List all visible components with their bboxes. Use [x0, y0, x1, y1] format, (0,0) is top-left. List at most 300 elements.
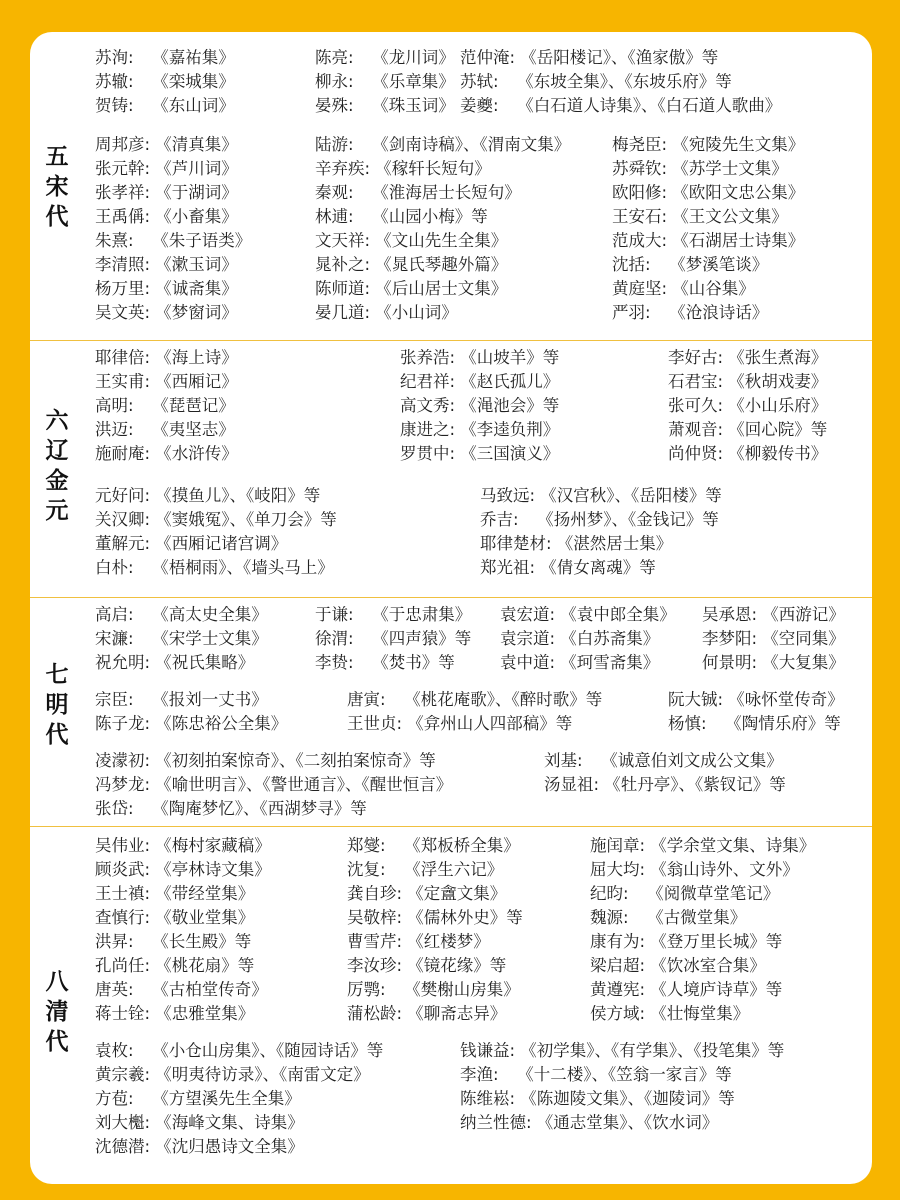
author-name: 黄庭坚: — [612, 279, 668, 298]
author-entry — [95, 906, 254, 930]
author-entry — [315, 301, 458, 325]
author-name: 苏辙: — [95, 72, 134, 91]
works-title: 《乐章集》 — [367, 72, 455, 91]
author-entry — [95, 442, 238, 466]
author-entry — [95, 205, 238, 229]
author-entry — [315, 205, 488, 229]
works-title: 《山园小梅》等 — [367, 207, 488, 226]
works-title: 《小山乐府》 — [723, 396, 828, 415]
dynasty-section — [30, 340, 872, 598]
works-title: 《王文公文集》 — [667, 207, 788, 226]
author-name: 孔尚任: — [95, 956, 151, 975]
author-name: 施耐庵: — [95, 444, 151, 463]
works-title: 《四声猿》等 — [367, 629, 472, 648]
works-title: 《李逵负荆》 — [455, 420, 560, 439]
works-title: 《古微堂集》 — [642, 908, 747, 927]
author-name: 秦观: — [315, 183, 354, 202]
author-name: 蒲松龄: — [347, 1004, 403, 1023]
author-name: 张孝祥: — [95, 183, 151, 202]
author-entry — [95, 651, 254, 675]
author-name: 范成大: — [612, 231, 668, 250]
author-entry — [95, 301, 238, 325]
works-title: 《赵氏孤儿》 — [455, 372, 560, 391]
works-title: 《樊榭山房集》 — [399, 980, 520, 999]
works-title: 《祝氏集略》 — [150, 653, 255, 672]
author-entry — [347, 688, 602, 712]
works-title: 《大复集》 — [757, 653, 845, 672]
works-title: 《夷坚志》 — [147, 420, 235, 439]
works-title: 《苏学士文集》 — [667, 159, 788, 178]
author-name: 康有为: — [590, 932, 646, 951]
works-title: 《咏怀堂传奇》 — [723, 690, 844, 709]
author-name: 梁启超: — [590, 956, 646, 975]
dynasty-label: 八 清 代 — [45, 969, 69, 1055]
author-entry — [460, 1039, 784, 1063]
works-title: 《朱子语类》 — [147, 231, 252, 250]
author-entry — [347, 712, 572, 736]
author-name: 苏洵: — [95, 48, 134, 67]
author-name: 曹雪芹: — [347, 932, 403, 951]
author-entry — [315, 181, 521, 205]
author-entry — [590, 858, 799, 882]
author-name: 吴伟业: — [95, 836, 151, 855]
author-name: 唐寅: — [347, 690, 386, 709]
author-name: 马致远: — [480, 486, 536, 505]
author-entry — [95, 484, 320, 508]
works-title: 《长生殿》等 — [147, 932, 252, 951]
author-entry — [95, 181, 238, 205]
author-entry — [400, 370, 559, 394]
author-entry — [347, 978, 520, 1002]
author-entry — [347, 858, 503, 882]
author-entry — [315, 253, 507, 277]
author-name: 苏轼: — [460, 72, 499, 91]
author-entry — [500, 603, 676, 627]
works-title: 《镜花缘》等 — [402, 956, 507, 975]
author-entry — [668, 418, 827, 442]
dynasty-section — [30, 32, 872, 340]
author-name: 刘基: — [544, 751, 583, 770]
author-entry — [480, 508, 719, 532]
works-title: 《宋学士文集》 — [147, 629, 268, 648]
author-entry — [460, 94, 781, 118]
works-title: 《古柏堂传奇》 — [147, 980, 268, 999]
author-name: 王安石: — [612, 207, 668, 226]
author-name: 乔吉: — [480, 510, 519, 529]
author-entry — [95, 978, 268, 1002]
author-entry — [590, 954, 766, 978]
works-title: 《人境庐诗草》等 — [645, 980, 783, 999]
author-entry — [668, 442, 827, 466]
author-name: 汤显祖: — [544, 775, 600, 794]
author-entry — [668, 688, 844, 712]
author-entry — [460, 46, 718, 70]
content-card — [30, 32, 872, 1184]
author-entry — [612, 181, 804, 205]
dynasty-label: 六 辽 金 元 — [45, 408, 69, 524]
works-title: 《柳毅传书》 — [723, 444, 828, 463]
author-name: 严羽: — [612, 303, 651, 322]
author-entry — [95, 532, 287, 556]
author-name: 姜夔: — [460, 96, 499, 115]
author-entry — [544, 749, 783, 773]
author-name: 关汉卿: — [95, 510, 151, 529]
author-entry — [612, 229, 804, 253]
works-title: 《沧浪诗话》 — [664, 303, 769, 322]
author-name: 唐英: — [95, 980, 134, 999]
works-title: 《聊斋志异》 — [402, 1004, 507, 1023]
author-name: 李汝珍: — [347, 956, 403, 975]
works-title: 《桃花庵歌》、《醉时歌》等 — [399, 690, 603, 709]
author-name: 高明: — [95, 396, 134, 415]
works-title: 《梅村家藏稿》 — [150, 836, 271, 855]
author-name: 侯方域: — [590, 1004, 646, 1023]
works-title: 《焚书》等 — [367, 653, 455, 672]
author-name: 晏殊: — [315, 96, 354, 115]
works-title: 《湛然居士集》 — [551, 534, 673, 553]
works-title: 《龙川词》 — [367, 48, 455, 67]
author-name: 屈大均: — [590, 860, 646, 879]
works-title: 《宛陵先生文集》 — [667, 135, 805, 154]
works-title: 《白苏斋集》 — [555, 629, 660, 648]
author-name: 郑光祖: — [480, 558, 536, 577]
works-title: 《晁氏琴趣外篇》 — [370, 255, 508, 274]
author-name: 纪君祥: — [400, 372, 456, 391]
author-entry — [95, 229, 251, 253]
author-name: 郑燮: — [347, 836, 386, 855]
works-title: 《喻世明言》、《警世通言》、《醒世恒言》 — [150, 775, 453, 794]
author-entry — [95, 954, 254, 978]
works-title: 《诚斋集》 — [150, 279, 238, 298]
author-name: 王士禛: — [95, 884, 151, 903]
author-entry — [702, 603, 845, 627]
author-name: 白朴: — [95, 558, 134, 577]
works-title: 《嘉祐集》 — [147, 48, 235, 67]
works-title: 《山坡羊》等 — [455, 348, 560, 367]
works-title: 《文山先生全集》 — [370, 231, 508, 250]
author-name: 文天祥: — [315, 231, 371, 250]
author-entry — [500, 627, 659, 651]
author-name: 沈复: — [347, 860, 386, 879]
author-entry — [460, 1087, 735, 1111]
dynasty-section — [30, 826, 872, 1184]
author-entry — [95, 712, 287, 736]
works-title: 《清真集》 — [150, 135, 238, 154]
works-title: 《高太史全集》 — [147, 605, 268, 624]
author-entry — [95, 94, 235, 118]
author-entry — [315, 94, 455, 118]
works-title: 《倩女离魂》等 — [535, 558, 656, 577]
author-name: 晏几道: — [315, 303, 371, 322]
author-name: 耶律倍: — [95, 348, 151, 367]
dynasty-label: 五 宋 代 — [45, 144, 69, 230]
works-title: 《定盦文集》 — [402, 884, 507, 903]
author-name: 黄遵宪: — [590, 980, 646, 999]
works-title: 《初学集》、《有学集》、《投笔集》等 — [515, 1041, 785, 1060]
works-title: 《登万里长城》等 — [645, 932, 783, 951]
author-entry — [95, 749, 436, 773]
author-entry — [460, 70, 732, 94]
author-name: 王实甫: — [95, 372, 151, 391]
author-name: 钱谦益: — [460, 1041, 516, 1060]
author-name: 张养浩: — [400, 348, 456, 367]
author-name: 高启: — [95, 605, 134, 624]
author-entry — [95, 508, 337, 532]
author-name: 宋濂: — [95, 629, 134, 648]
works-title: 《后山居士文集》 — [370, 279, 508, 298]
author-name: 黄宗羲: — [95, 1065, 151, 1084]
author-entry — [590, 906, 746, 930]
author-name: 袁宏道: — [500, 605, 556, 624]
author-entry — [95, 603, 268, 627]
author-entry — [95, 70, 235, 94]
works-title: 《红楼梦》 — [402, 932, 490, 951]
author-name: 尚仲贤: — [668, 444, 724, 463]
author-entry — [347, 906, 523, 930]
author-name: 贺铸: — [95, 96, 134, 115]
author-name: 方苞: — [95, 1089, 134, 1108]
author-entry — [95, 1111, 304, 1135]
works-title: 《扬州梦》、《金钱记》等 — [532, 510, 719, 529]
author-name: 陈子龙: — [95, 714, 151, 733]
author-entry — [480, 484, 722, 508]
works-title: 《岳阳楼记》、《渔家傲》等 — [515, 48, 719, 67]
author-name: 杨慎: — [668, 714, 707, 733]
works-title: 《琵琶记》 — [147, 396, 235, 415]
works-title: 《忠雅堂集》 — [150, 1004, 255, 1023]
author-entry — [702, 651, 845, 675]
author-entry — [590, 834, 815, 858]
author-name: 陈维崧: — [460, 1089, 516, 1108]
author-name: 王禹偁: — [95, 207, 151, 226]
author-entry — [95, 1002, 254, 1026]
works-title: 《儒林外史》等 — [402, 908, 523, 927]
author-name: 施闰章: — [590, 836, 646, 855]
author-name: 张岱: — [95, 799, 134, 818]
works-title: 《西厢记》 — [150, 372, 238, 391]
works-title: 《报刘一丈书》 — [147, 690, 268, 709]
author-entry — [590, 882, 779, 906]
works-title: 《欧阳文忠公集》 — [667, 183, 805, 202]
author-name: 洪昇: — [95, 932, 134, 951]
works-title: 《方望溪先生全集》 — [147, 1089, 301, 1108]
author-name: 凌濛初: — [95, 751, 151, 770]
author-entry — [460, 1111, 718, 1135]
author-entry — [315, 46, 455, 70]
author-entry — [315, 133, 570, 157]
works-title: 《汉宫秋》、《岳阳楼》等 — [535, 486, 722, 505]
author-name: 陈亮: — [315, 48, 354, 67]
author-entry — [668, 712, 841, 736]
works-title: 《西厢记诸宫调》 — [150, 534, 288, 553]
author-entry — [95, 1135, 304, 1159]
author-entry — [400, 394, 559, 418]
works-title: 《东坡全集》、《东坡乐府》等 — [512, 72, 732, 91]
works-title: 《陶庵梦忆》、《西湖梦寻》等 — [147, 799, 367, 818]
author-entry — [95, 370, 238, 394]
author-entry — [612, 301, 768, 325]
author-name: 柳永: — [315, 72, 354, 91]
works-title: 《弇州山人四部稿》等 — [402, 714, 573, 733]
works-title: 《袁中郎全集》 — [555, 605, 676, 624]
works-title: 《珠玉词》 — [367, 96, 455, 115]
author-entry — [95, 253, 238, 277]
author-name: 李梦阳: — [702, 629, 758, 648]
works-title: 《饮冰室合集》 — [645, 956, 766, 975]
works-title: 《梦溪笔谈》 — [664, 255, 769, 274]
works-title: 《小仓山房集》、《随园诗话》等 — [147, 1041, 384, 1060]
author-name: 张元幹: — [95, 159, 151, 178]
author-name: 范仲淹: — [460, 48, 516, 67]
author-entry — [612, 277, 755, 301]
author-entry — [95, 133, 238, 157]
works-title: 《水浒传》 — [150, 444, 238, 463]
author-entry — [480, 556, 656, 580]
author-name: 李渔: — [460, 1065, 499, 1084]
author-name: 查慎行: — [95, 908, 151, 927]
author-name: 陈师道: — [315, 279, 371, 298]
author-entry — [612, 205, 788, 229]
author-name: 朱熹: — [95, 231, 134, 250]
author-name: 吴承恩: — [702, 605, 758, 624]
works-title: 《学余堂文集、诗集》 — [645, 836, 816, 855]
author-entry — [400, 418, 559, 442]
works-title: 《浮生六记》 — [399, 860, 504, 879]
works-title: 《山谷集》 — [667, 279, 755, 298]
author-entry — [590, 1002, 749, 1026]
author-name: 苏舜钦: — [612, 159, 668, 178]
author-entry — [95, 930, 251, 954]
works-title: 《剑南诗稿》、《渭南文集》 — [367, 135, 571, 154]
author-entry — [668, 370, 827, 394]
author-entry — [612, 253, 768, 277]
works-title: 《摸鱼儿》、《岐阳》等 — [150, 486, 321, 505]
author-entry — [95, 556, 334, 580]
author-entry — [544, 773, 786, 797]
author-entry — [95, 858, 271, 882]
works-title: 《珂雪斋集》 — [555, 653, 660, 672]
author-name: 洪迈: — [95, 420, 134, 439]
works-title: 《秋胡戏妻》 — [723, 372, 828, 391]
author-entry — [315, 603, 471, 627]
author-entry — [668, 346, 827, 370]
works-title: 《漱玉词》 — [150, 255, 238, 274]
author-name: 刘大櫆: — [95, 1113, 151, 1132]
author-entry — [612, 133, 804, 157]
author-name: 袁宗道: — [500, 629, 556, 648]
author-name: 李好古: — [668, 348, 724, 367]
author-entry — [315, 651, 455, 675]
author-name: 高文秀: — [400, 396, 456, 415]
works-title: 《亭林诗文集》 — [150, 860, 271, 879]
author-name: 元好问: — [95, 486, 151, 505]
author-entry — [590, 978, 782, 1002]
author-name: 厉鹗: — [347, 980, 386, 999]
works-title: 《于湖词》 — [150, 183, 238, 202]
author-entry — [95, 688, 268, 712]
author-entry — [400, 442, 559, 466]
author-name: 冯梦龙: — [95, 775, 151, 794]
works-title: 《陈忠裕公全集》 — [150, 714, 288, 733]
works-title: 《渑池会》等 — [455, 396, 560, 415]
works-title: 《白石道人诗集》、《白石道人歌曲》 — [512, 96, 782, 115]
works-title: 《三国演义》 — [455, 444, 560, 463]
author-name: 纪昀: — [590, 884, 629, 903]
author-entry — [95, 627, 268, 651]
works-title: 《栾城集》 — [147, 72, 235, 91]
works-title: 《张生煮海》 — [723, 348, 828, 367]
author-entry — [95, 834, 271, 858]
author-entry — [480, 532, 672, 556]
author-name: 阮大铖: — [668, 690, 724, 709]
author-entry — [95, 46, 235, 70]
author-entry — [95, 346, 238, 370]
author-entry — [612, 157, 788, 181]
works-title: 《阅微草堂笔记》 — [642, 884, 780, 903]
works-title: 《桃花扇》等 — [150, 956, 255, 975]
author-entry — [347, 882, 506, 906]
author-name: 梅尧臣: — [612, 135, 668, 154]
author-name: 顾炎武: — [95, 860, 151, 879]
works-title: 《诚意伯刘文成公文集》 — [596, 751, 783, 770]
author-entry — [95, 394, 235, 418]
author-entry — [500, 651, 659, 675]
author-entry — [315, 627, 471, 651]
author-name: 陆游: — [315, 135, 354, 154]
author-entry — [590, 930, 782, 954]
works-title: 《石湖居士诗集》 — [667, 231, 805, 250]
author-entry — [702, 627, 845, 651]
author-entry — [95, 882, 254, 906]
author-name: 祝允明: — [95, 653, 151, 672]
author-entry — [95, 1039, 383, 1063]
works-title: 《海上诗》 — [150, 348, 238, 367]
works-title: 《小畜集》 — [150, 207, 238, 226]
author-entry — [460, 1063, 732, 1087]
author-name: 吴文英: — [95, 303, 151, 322]
works-title: 《通志堂集》、《饮水词》 — [531, 1113, 719, 1132]
works-title: 《梧桐雨》、《墙头马上》 — [147, 558, 334, 577]
works-title: 《陶情乐府》等 — [720, 714, 841, 733]
author-name: 吴敬梓: — [347, 908, 403, 927]
author-name: 李清照: — [95, 255, 151, 274]
works-title: 《东山词》 — [147, 96, 235, 115]
author-name: 龚自珍: — [347, 884, 403, 903]
author-name: 周邦彦: — [95, 135, 151, 154]
author-entry — [668, 394, 827, 418]
author-entry — [95, 157, 238, 181]
author-name: 魏源: — [590, 908, 629, 927]
works-title: 《窦娥冤》、《单刀会》等 — [150, 510, 337, 529]
author-name: 袁中道: — [500, 653, 556, 672]
author-name: 林逋: — [315, 207, 354, 226]
works-title: 《淮海居士长短句》 — [367, 183, 521, 202]
author-name: 张可久: — [668, 396, 724, 415]
works-title: 《空同集》 — [757, 629, 845, 648]
author-name: 沈括: — [612, 255, 651, 274]
author-name: 董解元: — [95, 534, 151, 553]
author-name: 晁补之: — [315, 255, 371, 274]
author-entry — [315, 277, 507, 301]
author-entry — [315, 229, 507, 253]
works-title: 《十二楼》、《笠翁一家言》等 — [512, 1065, 732, 1084]
author-entry — [95, 418, 235, 442]
works-title: 《郑板桥全集》 — [399, 836, 520, 855]
works-title: 《明夷待访录》、《南雷文定》 — [150, 1065, 370, 1084]
works-title: 《于忠肃集》 — [367, 605, 472, 624]
author-name: 蒋士铨: — [95, 1004, 151, 1023]
author-entry — [400, 346, 559, 370]
